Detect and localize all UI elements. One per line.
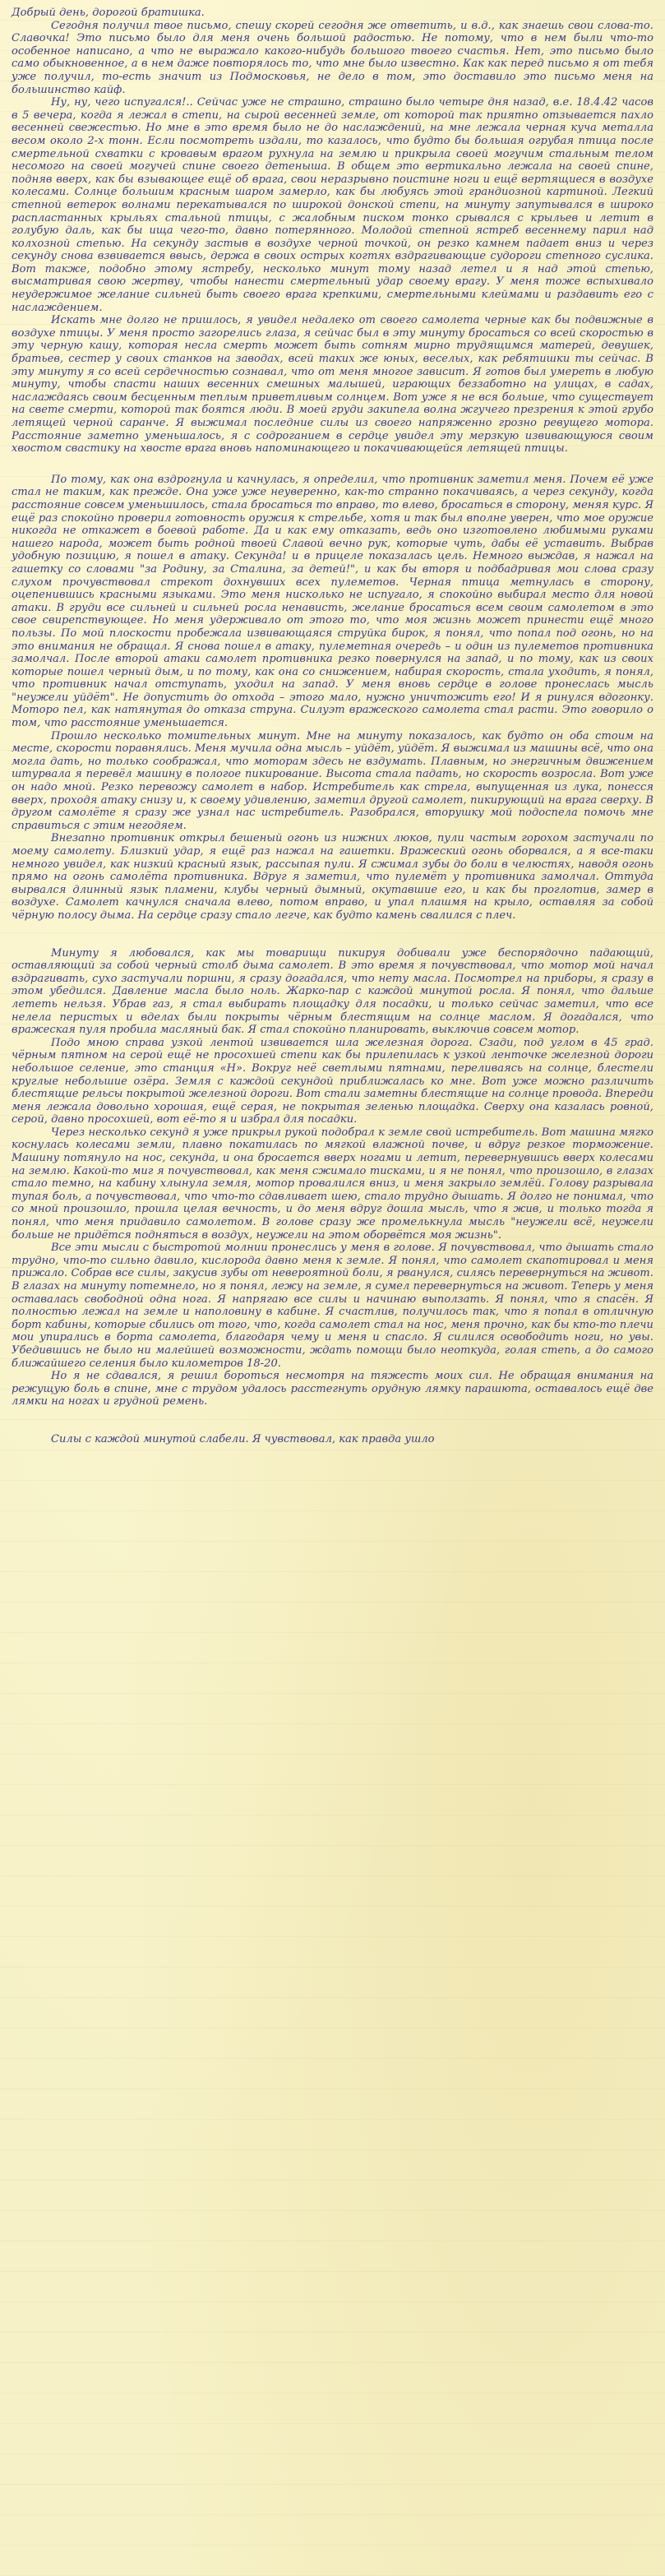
- section-spacer: [12, 1408, 653, 1433]
- letter-continuation: Силы с каждой минутой слабели. Я чувствовал, как правда ушло: [51, 1432, 435, 1445]
- section-spacer: [12, 456, 653, 474]
- paragraph: Но я не сдавался, я решил бороться несмотря на тяжесть моих сил. Не обращая внимания на режущую боль в спине, мне с трудом удалось расстегнуть орудную лямку парашюта, оставалось ещё две лямки на ногах и грудной ремень.: [12, 1370, 653, 1408]
- letter-greeting: Добрый день, дорогой братишка.: [12, 7, 205, 19]
- section-spacer: [12, 923, 653, 947]
- paragraph: Через несколько секунд я уже прикрыл рукой подобрал к земле свой истребитель. Вот машина мягко коснулась колесами земли, плавно покатилась по мягкой влажной почве, и вдруг резкое торможение. Машину потянуло на нос, секунда, и она бросается вверх ногами и летит, перевернувшись вверх колесами на землю. Какой-то миг я почувствовал, как меня сжимало тисками, и я не понял, что произошло, в глазах стало темно, на кабину хлынула земля, мотор провалился вниз, и меня закрыло землёй. Голову разрывала тупая боль, а почувствовал, что что-то сдавливает шею, стало трудно дышать. Я долго не понимал, что со мной произошло, прошла целая вечность, и до меня вдруг дошла мысль, что я жив, и только тогда я понял, что меня придавило самолетом. В голове сразу же промелькнула мысль "неужели всё, неужели больше не придётся подняться в воздух, неужели на этом оборвётся моя жизнь".: [12, 1126, 653, 1242]
- paragraph: Ну, ну, чего испугался!.. Сейчас уже не страшно, страшно было четыре дня назад, в.е. 18.4.42 часов в 5 вечера, когда я лежал в степи, на сырой весенней земле, от которой так приятно отзывается пахло весенней свежестью. Но мне в это время было не до наслаждений, на мне лежала черная куча металла весом около 2-х тонн. Если посмотреть издали, то казалось, что будто бы большая огрубая птица после смертельной схватки с кровавым врагом рухнула на землю и прикрыла своей могучим стальным телом несомого на своей могучей спине своего детеныша. В общем это вертикально лежала на своей спине, подняв вверх, как бы взывающее ещё об врага, свои неразрывно поистине ноги и ещё вертящиеся в воздухе колесами. Солнце большим красным шаром замерло, как бы любуясь этой грандиозной картиной. Легкий степной ветерок волнами перекатывался по широкой донской степи, на минуту запутывался в широко распластанных крыльях стальной птицы, с жалобным писком тонко срывался с крыльев и летит в голубую даль, как бы ища чего-то, давно потерянного. Молодой степной ястреб весеннему парил над колхозной степью. На секунду застыв в воздухе черной точкой, он резко камнем падает вниз и через секунду снова взвивается ввысь, держа в своих острых когтях вздрагивающие судороги степного суслика. Вот также, подобно этому ястребу, несколько минут тому назад летел и я над этой степью, высматривая свою жертву, чтобы нанести смертельный удар своему врагу. У меня тоже вспыхивало неудержимое желание сильней быть своего врага крепкими, смертельными клеймами и раздавить его с наслаждением.: [12, 96, 653, 314]
- paragraph: Прошло несколько томительных минут. Мне на минуту показалось, как будто он оба стоим на месте, скорости поравнялись. Меня мучила одна мысль – уйдёт, уйдёт. Я выжимал из машины всё, что она могла дать, но только соображал, что моторам здесь не вздумать. Плавным, но энергичным движением штурвала я перевёл машину в пологое пикирование. Высота стала падать, но скорость возросла. Вот уже он надо мной. Резко перевожу самолет в набор. Истребитель как стрела, выпущенная из лука, понесся вверх, проходя атаку снизу и, к своему удивлению, заметил другой самолет, пикирующий на врага сверху. В другом самолёте я сразу же узнал нас истребитель. Разобрался, вторушку мой подоспела помочь мне справиться с этим негодяем.: [12, 729, 653, 832]
- letter-section-2: [12, 474, 653, 923]
- letter-body: [12, 7, 653, 1446]
- paragraph: Подо мною справа узкой лентой извивается шла железная дорога. Сзади, под углом в 45 град. чёрным пятном на серой ещё не просохшей степи как бы прилепилась к узкой ленточке железной дороги небольшое селение, это станция «Н». Вокруг неё светлыми пятнами, переливаясь на солнце, блестели круглые небольшие озёра. Земля с каждой секундой приближалась ко мне. Вот уже можно различить блестящие рельсы покрытой железной дороги. Вот стали заметны блестящие на солнце провода. Впереди меня лежала довольно хорошая, ещё серая, не покрытая зеленью площадка. Сверху она казалась ровной, серой, давно просохшей, вот её-то я и избрал для посадки.: [12, 1036, 653, 1126]
- paragraph: Искать мне долго не пришлось, я увидел недалеко от своего самолета черные как бы подвижные в воздухе птицы. У меня просто загорелись глаза, я сейчас был в эту минуту бросаться со всей скоростью в эту черную кашу, которая несла смерть может быть сотням мирно трудящимся матерей, девушек, братьев, сестер у своих станков на заводах, всей таких же юных, веселых, как ребятишки ты сейчас. В эту минуту я со всей сердечностью сознавал, что от меня многое зависит. Я готов был умереть в любую минуту, чтобы спасти наших весенних смешных малышей, играющих беззаботно на улицах, в садах, наслаждаясь своим бесценным теплым приветливым солнцем. Вот уже я не вся больше, что существует на свете смерти, которой так боятся люди. В моей груди закипела волна жгучего презрения к этой грубо летящей черной саранче. Я выжимал последние силы из своего напряженно грозно ревущего мотора. Расстояние заметно уменьшалось, я с содроганием в сердце увидел эту мерзкую извивающуюся своим хвостом свастику на хвосте врага вновь напоминающего и покачивающейся летящей птицы.: [12, 314, 653, 456]
- paragraph: Минуту я любовался, как мы товарищи пикируя добивали уже беспорядочно падающий, оставляющий за собой черный столб дыма самолет. В это время я почувствовал, что мотор мой начал вздрагивать, сухо застучали поршни, я сразу догадался, что нету масла. Посмотрел на приборы, я сразу в этом убедился. Давление масла было ноль. Жарко-пар с каждой минутой росла. Я понял, что дальше лететь нельзя. Убрав газ, я стал выбирать площадку для посадки, и только сейчас заметил, что все нелела перистых и вделах были покрыты чёрным блестящим на солнце маслом. Я догадался, что вражеская пуля пробила масляный бак. Я стал спокойно планировать, выключив совсем мотор.: [12, 946, 653, 1037]
- paragraph: Сегодня получил твое письмо, спешу скорей сегодня же ответить, и в.д., как знаешь свои слова-то. Славочка! Это письмо было для меня очень большой радостью. Не потому, что в нем были что-то особенное написано, а что не выражало какого-нибудь большого твоего счастья. Нет, это письмо было само обыкновенное, а в нем даже повторялось то, что мне было известно. Как как перед письмо я от тебя уже получил, то-есть значит из Подмосковья, не дело в том, это доставило это письмо меня на большинство кайф.: [12, 19, 653, 96]
- paragraph: Все эти мысли с быстротой молнии пронеслись у меня в голове. Я почувствовал, что дышать стало трудно, что-то сильно давило, кислорода давно меня к земле. Я понял, что самолет скапотировал и меня прижало. Собрав все силы, закусив зубы от невероятной боли, я рванулся, силясь перевернуться на живот. В глазах на минуту потемнело, но я понял, лежу на земле, я сумел перевернуться на живот. Теперь у меня оставалась свободной одна нога. Я напрягаю все силы и начинаю выползать. Я понял, что я спасён. Я полностью лежал на земле и наполовину в кабине. Я счастлив, получилось так, что я попал в отличную борт кабины, которые сбились от того, что, когда самолет стал на нос, меня прочно, как бы кто-то плечи мои упирались в борта самолета, благодаря чему и меня и спасло. Я силился освободить ноги, но увы. Убедившись не было ни малейшей возможности, ждать помощи было неоткуда, голая степь, а до самого ближайшего селения было километров 18-20.: [12, 1242, 653, 1370]
- paragraph: По тому, как она вздрогнула и качнулась, я определил, что противник заметил меня. Почем её уже стал не таким, как прежде. Она уже уже неуверенно, как-то странно покачиваясь, а через секунду, когда расстояние совсем уменьшилось, стала бросаться то вправо, то влево, бросаться в сторону, меняя курс. Я ещё раз спокойно проверил готовность оружия к стрельбе, хотя и так был вполне уверен, что мое оружие никогда не откажет в боевой работе. Да и как ему отказать, ведь оно изготовлено любимыми руками нашего народа, может быть родной твоей Славой вечно рук, которые чуть, дабы её уставить. Выбрав удобную позицию, я пошел в атаку. Секунда! и в прицеле показалась цель. Немного выждав, я нажал на гашетку со словами "за Родину, за Сталина, за детей!", и как бы вторя и подбадривая мои слова сразу слухом прочувствовал стрекот дохнувших всех пулеметов. Черная птица метнулась в сторону, оцепенившись красными языками. Это меня нисколько не испугало, я спокойно выбирал место для новой атаки. В груди все сильней и сильней росла ненависть, желание бросаться всем своим самолетом в это свое свирепствующее. Но меня удерживало от этого то, что моя жизнь может принести ещё много пользы. По мой плоскости пробежала извивающаяся струйка бирок, я понял, что попал под огонь, но на это внимания не обращал. Я снова пошел в атаку, пулеметная очередь – и один из пулеметов противника замолчал. После второй атаки самолет противника резко повернулся на запад, и по тому, как из своих которые пошел черный дым, и по тому, как она со снижением, набирая скорость, стала уходить, я понял, что противник начал отступать, уходил на запад. У меня вновь сердце в голове пронеслась мысль "неужели уйдёт". Не допустить до отхода – этого мало, нужно уничтожить его! И я ринулся вдогонку. Моторо пел, как натянутая до отказа струна. Силуэт вражеского самолета стал расти. Это говорило о том, что расстояние уменьшается.: [12, 473, 653, 730]
- letter-section-1: [12, 20, 653, 456]
- paragraph: Внезапно противник открыл бешеный огонь из нижних люков, пули частым горохом застучали по моему самолету. Близкий удар, я ещё раз нажал на гашетки. Вражеский огонь оборвался, а я все-таки немного увидел, как низкий красный язык, рассыпая пули. Я сжимал зубы до боли в челюстях, наводя огонь прямо на огонь самолёта противника. Вдруг я заметил, что пулемёт у противника замолчал. Оттуда вырвался длинный язык пламени, клубы черный дымный, окутавшие его, и как бы проглотив, замер в воздухе. Самолет качнулся сначала влево, потом вправо, и упал плашмя на крыло, оставляя за собой чёрную полосу дыма. На сердце сразу стало легче, как будто камень свалился с плеч.: [12, 832, 653, 922]
- letter-section-3: [12, 947, 653, 1408]
